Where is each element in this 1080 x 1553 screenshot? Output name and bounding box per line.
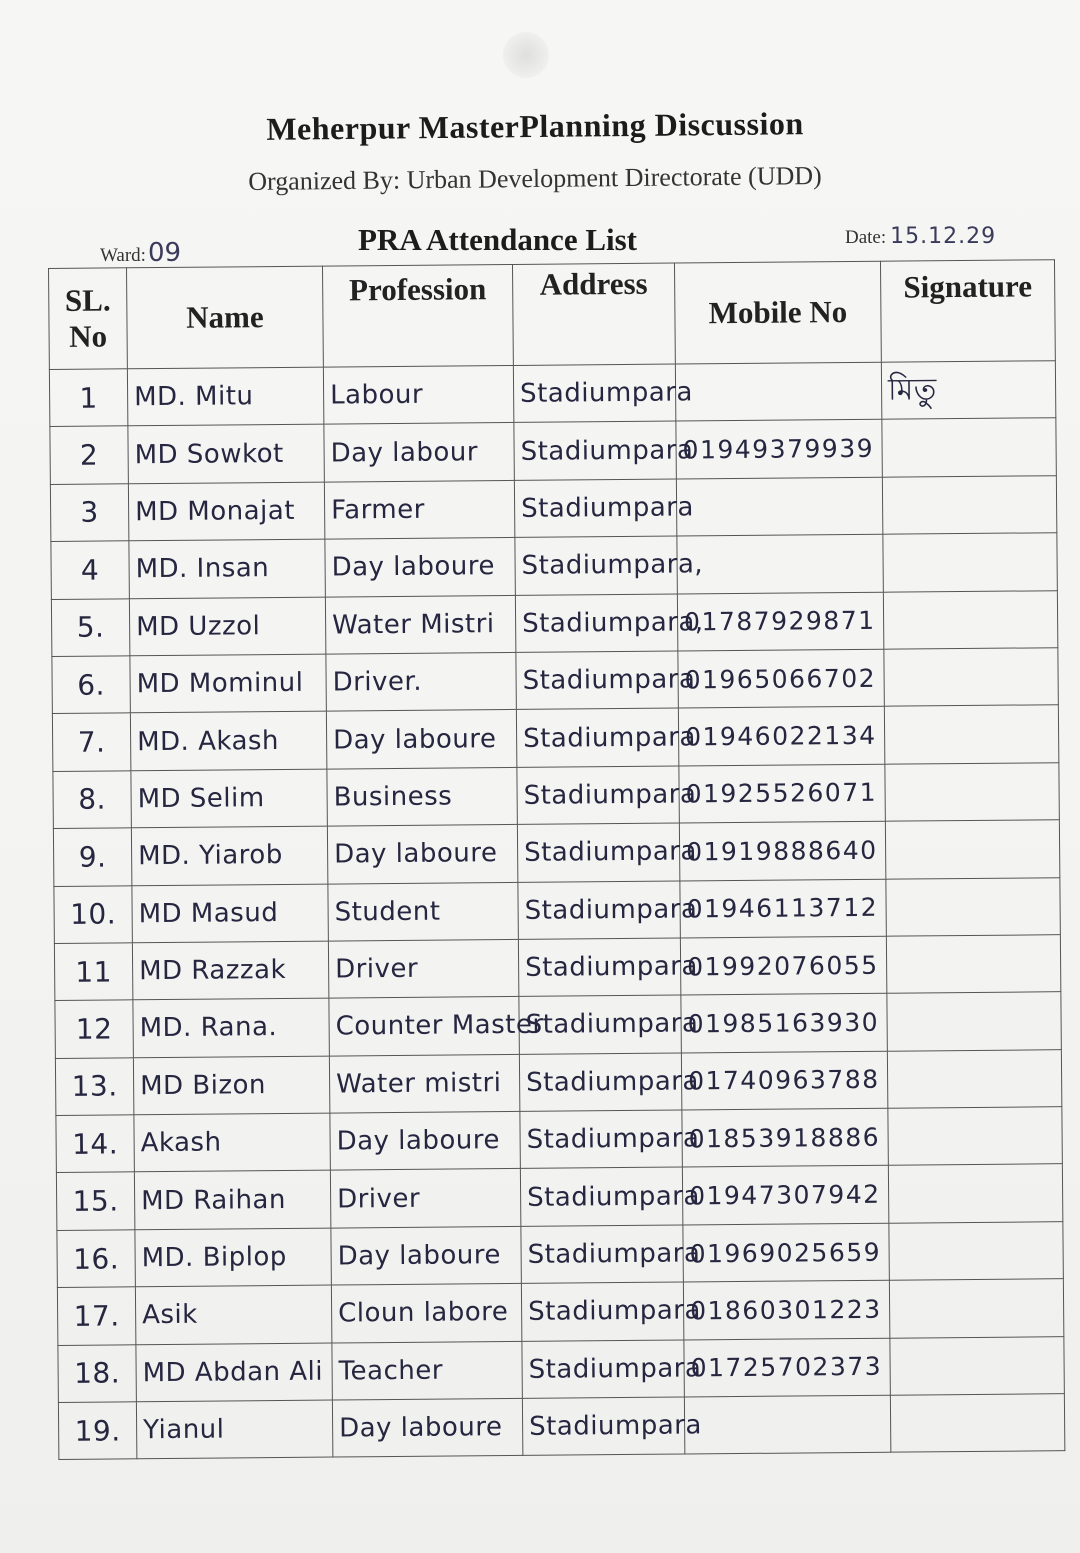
mobile-cell: 01946113712 xyxy=(680,879,886,938)
name-cell: MD. Insan xyxy=(129,539,325,598)
sl-cell: 4 xyxy=(51,541,129,599)
mobile-cell: 01925526071 xyxy=(679,764,885,823)
date-label: Date: xyxy=(845,227,887,248)
signature-cell xyxy=(888,1107,1062,1166)
signature-cell xyxy=(888,1164,1062,1223)
profession-cell: Water Mistri xyxy=(325,595,515,654)
mobile-cell: 01860301223 xyxy=(683,1280,889,1339)
ward-value: 09 xyxy=(147,238,182,268)
sl-cell: 13. xyxy=(55,1057,133,1115)
mobile-cell xyxy=(675,362,881,421)
mobile-cell xyxy=(677,534,883,593)
address-cell: Stadiumpara xyxy=(516,708,678,767)
profession-cell: Day laboure xyxy=(325,538,515,597)
profession-cell: Water mistri xyxy=(329,1054,519,1113)
sl-cell: 7. xyxy=(52,713,130,771)
address-cell: Stadiumpara xyxy=(522,1340,684,1399)
document-title: Meherpur MasterPlanning Discussion xyxy=(266,105,804,147)
name-cell: MD. Biplop xyxy=(135,1228,331,1287)
mobile-cell: 01946022134 xyxy=(678,707,884,766)
profession-cell: Driver. xyxy=(326,652,516,711)
profession-cell: Day labour xyxy=(324,423,514,482)
profession-cell: Farmer xyxy=(324,480,514,539)
signature-cell xyxy=(882,475,1056,534)
mobile-cell: 01919888640 xyxy=(679,821,885,880)
profession-cell: Driver xyxy=(330,1169,520,1228)
mobile-cell: 01969025659 xyxy=(683,1223,889,1282)
mobile-cell: 01725702373 xyxy=(684,1338,890,1397)
address-cell: Stadiumpara xyxy=(520,1110,682,1169)
sl-cell: 17. xyxy=(57,1287,135,1345)
column-header-name: Name xyxy=(127,266,324,369)
mobile-cell: 01787929871 xyxy=(677,592,883,651)
name-cell: MD Bizon xyxy=(133,1056,329,1115)
table-row xyxy=(52,705,1058,771)
column-header-mobile: Mobile No xyxy=(674,261,881,364)
mobile-cell xyxy=(676,477,882,536)
column-header-profession: Profession xyxy=(322,264,513,367)
sl-cell: 11 xyxy=(54,943,132,1001)
address-cell: Stadiumpara xyxy=(514,479,676,538)
profession-cell: Student xyxy=(328,882,518,941)
mobile-cell: 01965066702 xyxy=(678,649,884,708)
signature-cell xyxy=(885,820,1059,879)
table-row xyxy=(56,1164,1062,1230)
signature-cell: মিতু xyxy=(881,361,1055,420)
signature-cell xyxy=(882,418,1056,477)
address-cell: Stadiumpara, xyxy=(515,536,677,595)
signature-cell xyxy=(883,590,1057,649)
address-cell: Stadiumpara xyxy=(522,1397,684,1456)
column-header-signature: Signature xyxy=(880,260,1055,363)
table-row xyxy=(55,1049,1061,1115)
sl-cell: 6. xyxy=(52,656,130,714)
profession-cell: Business xyxy=(327,767,517,826)
table-row xyxy=(50,418,1056,484)
sl-cell: 8. xyxy=(53,771,131,829)
column-header-address: Address xyxy=(512,263,675,365)
address-cell: Stadiumpara xyxy=(519,1053,681,1112)
table-row xyxy=(53,820,1059,886)
profession-cell: Day laboure xyxy=(330,1111,520,1170)
profession-cell: Day laboure xyxy=(331,1226,521,1285)
profession-cell: Counter Master xyxy=(329,997,519,1056)
signature-cell xyxy=(889,1222,1063,1281)
table-row xyxy=(51,533,1057,599)
address-cell: Stadiumpara xyxy=(521,1282,683,1341)
table-row xyxy=(57,1279,1063,1345)
table-row xyxy=(49,361,1055,427)
address-cell: Stadiumpara xyxy=(519,995,681,1054)
address-cell: Stadiumpara xyxy=(517,766,679,825)
sl-cell: 2 xyxy=(50,426,128,484)
address-cell: Stadiumpara xyxy=(520,1167,682,1226)
ward-label: Ward: xyxy=(100,245,146,266)
sl-cell: 1 xyxy=(49,369,127,427)
profession-cell: Day laboure xyxy=(332,1398,522,1457)
table-row xyxy=(54,935,1060,1001)
table-row xyxy=(58,1394,1064,1460)
date-value: 15.12.29 xyxy=(890,224,997,249)
name-cell: MD Mominul xyxy=(130,654,326,713)
name-cell: MD Monajat xyxy=(128,482,324,541)
signature-cell xyxy=(883,533,1057,592)
name-cell: MD Sowkot xyxy=(128,424,324,483)
address-cell: Stadiumpara xyxy=(516,651,678,710)
document-subtitle: Organized By: Urban Development Directorate (UDD) xyxy=(248,160,822,197)
sl-cell: 9. xyxy=(53,828,131,886)
name-cell: MD Abdan Ali xyxy=(136,1343,332,1402)
table-row xyxy=(50,475,1056,541)
signature-cell xyxy=(885,762,1059,821)
profession-cell: Day laboure xyxy=(327,825,517,884)
address-cell: Stadiumpara, xyxy=(515,594,677,653)
profession-cell: Labour xyxy=(323,365,513,424)
name-cell: Yianul xyxy=(136,1400,332,1459)
sl-cell: 19. xyxy=(58,1402,136,1460)
attendance-table xyxy=(48,259,1065,1460)
sl-cell: 3 xyxy=(50,484,128,542)
name-cell: MD Raihan xyxy=(134,1171,330,1230)
sl-cell: 10. xyxy=(54,885,132,943)
table-header-row xyxy=(49,260,1056,370)
table-row xyxy=(51,590,1057,656)
mobile-cell: 01740963788 xyxy=(681,1051,887,1110)
sl-cell: 5. xyxy=(51,598,129,656)
table-row xyxy=(53,762,1059,828)
address-cell: Stadiumpara xyxy=(514,421,676,480)
signature-cell xyxy=(886,877,1060,936)
name-cell: MD Selim xyxy=(131,769,327,828)
punch-hole xyxy=(503,32,549,78)
table-row xyxy=(58,1336,1064,1402)
table-row xyxy=(55,992,1061,1058)
signature-cell xyxy=(884,705,1058,764)
sl-cell: 16. xyxy=(57,1230,135,1288)
address-cell: Stadiumpara xyxy=(518,881,680,940)
list-title: PRA Attendance List xyxy=(358,222,637,257)
mobile-cell: 01947307942 xyxy=(682,1166,888,1225)
sl-cell: 12 xyxy=(55,1000,133,1058)
table-row xyxy=(56,1107,1062,1173)
address-cell: Stadiumpara xyxy=(513,364,675,423)
name-cell: MD Uzzol xyxy=(129,597,325,656)
address-cell: Stadiumpara xyxy=(517,823,679,882)
ward-field xyxy=(100,238,181,268)
date-field xyxy=(845,224,996,249)
name-cell: MD. Akash xyxy=(130,711,326,770)
name-cell: MD. Mitu xyxy=(127,367,323,426)
signature-cell xyxy=(889,1279,1063,1338)
mobile-cell: 01992076055 xyxy=(680,936,886,995)
signature-cell xyxy=(890,1336,1064,1395)
signature-cell xyxy=(884,648,1058,707)
column-header-sl: SL. No xyxy=(49,268,128,370)
table-row xyxy=(52,648,1058,714)
signature-cell xyxy=(886,935,1060,994)
signature-cell xyxy=(890,1394,1064,1453)
mobile-cell: 01949379939 xyxy=(676,420,882,479)
name-cell: MD Masud xyxy=(132,884,328,943)
table-body xyxy=(49,361,1064,1460)
name-cell: Asik xyxy=(135,1285,331,1344)
sl-cell: 15. xyxy=(56,1172,134,1230)
name-cell: MD. Rana. xyxy=(133,998,329,1057)
name-cell: MD Razzak xyxy=(132,941,328,1000)
signature-cell xyxy=(887,1049,1061,1108)
signature-cell xyxy=(887,992,1061,1051)
sl-cell: 18. xyxy=(58,1344,136,1402)
profession-cell: Teacher xyxy=(332,1341,522,1400)
mobile-cell: 01985163930 xyxy=(681,994,887,1053)
mobile-cell: 01853918886 xyxy=(682,1108,888,1167)
mobile-cell xyxy=(684,1395,890,1454)
address-cell: Stadiumpara xyxy=(521,1225,683,1284)
sl-cell: 14. xyxy=(56,1115,134,1173)
profession-cell: Day laboure xyxy=(326,710,516,769)
address-cell: Stadiumpara xyxy=(518,938,680,997)
profession-cell: Driver xyxy=(328,939,518,998)
profession-cell: Cloun labore xyxy=(331,1284,521,1343)
table-row xyxy=(57,1222,1063,1288)
name-cell: Akash xyxy=(134,1113,330,1172)
attendance-table-wrapper xyxy=(48,259,1064,1460)
name-cell: MD. Yiarob xyxy=(131,826,327,885)
table-row xyxy=(54,877,1060,943)
